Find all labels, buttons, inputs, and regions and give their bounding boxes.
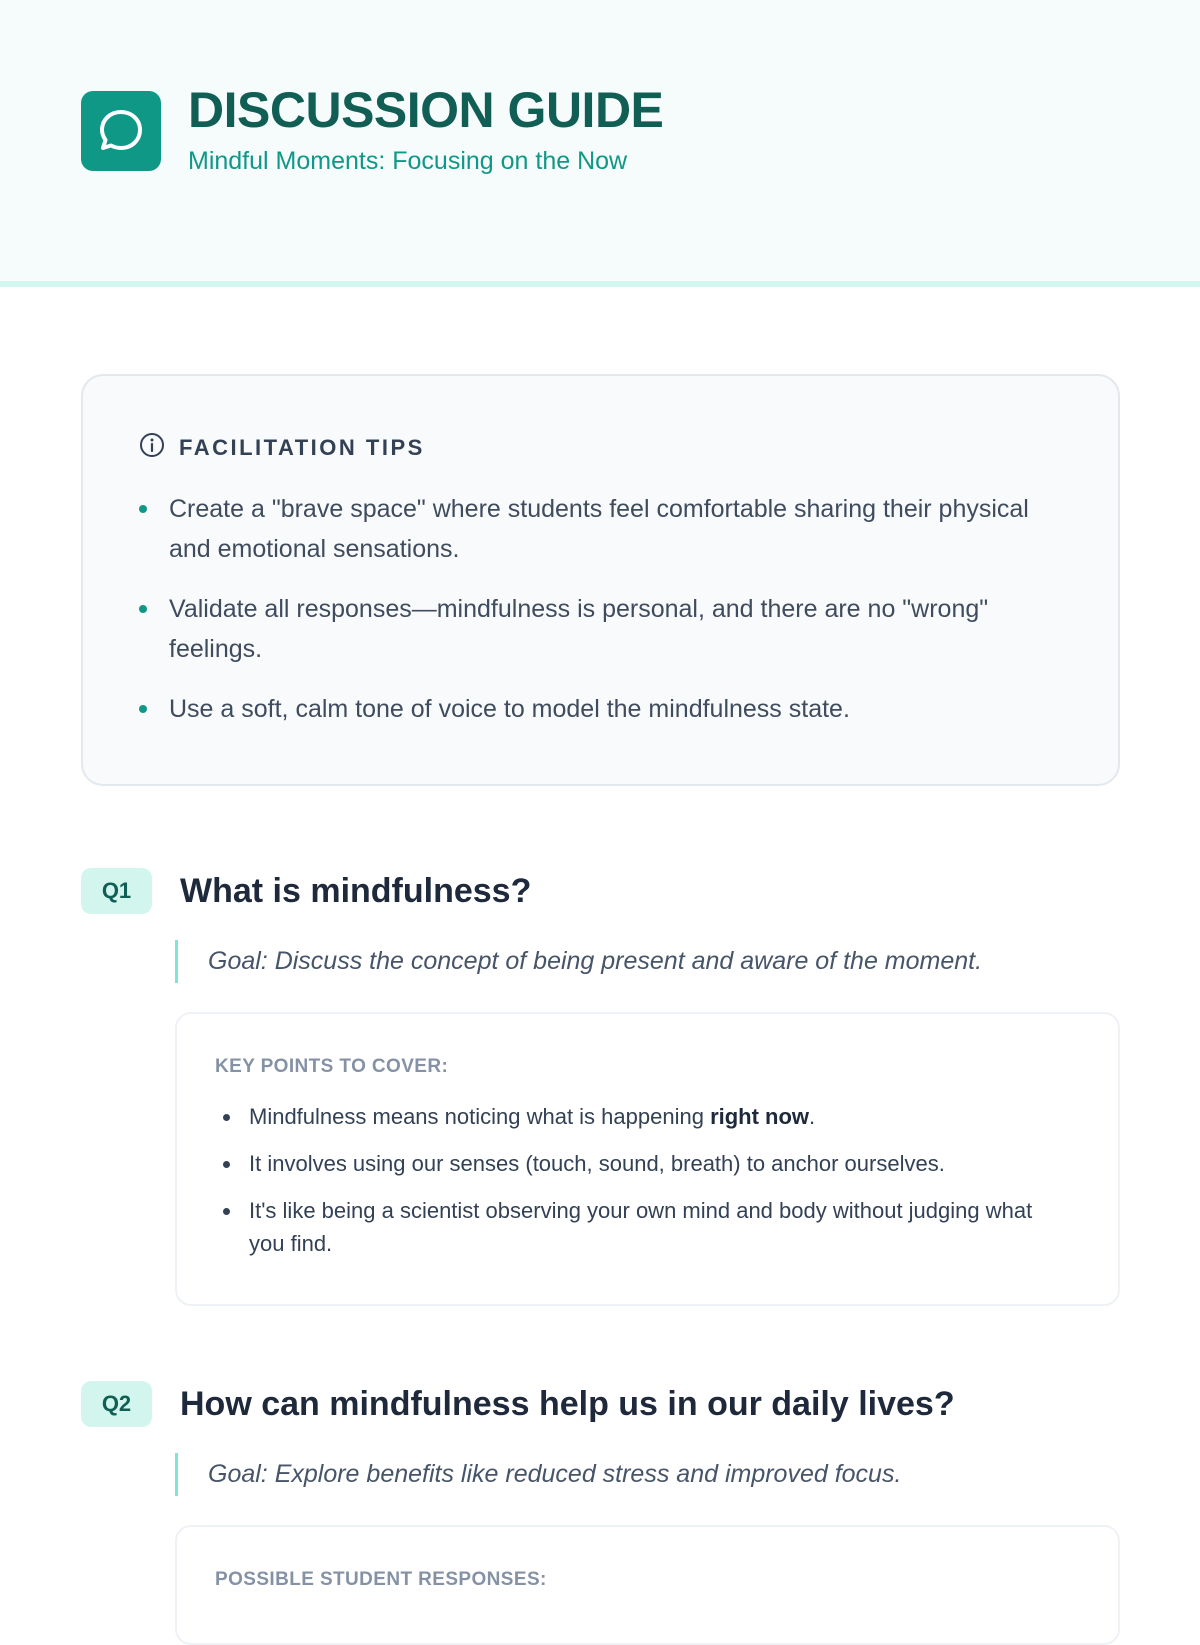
question-badge: Q1 — [81, 868, 152, 914]
page-header — [0, 0, 1200, 287]
list-item — [215, 1194, 1060, 1260]
tips-heading: FACILITATION TIPS — [179, 434, 425, 460]
bullet-dot — [223, 1114, 230, 1121]
point-text: Mindfulness means noticing what is happening — [249, 1104, 711, 1129]
facilitation-tips-card — [81, 374, 1120, 786]
tip-text: Create a "brave space" where students feel comfortable sharing their physical and emotional sensations. — [169, 495, 1029, 563]
bullet-dot — [223, 1208, 230, 1215]
bullet-dot — [139, 505, 147, 513]
list-item — [139, 589, 1069, 669]
question-title: How can mindfulness help us in our daily lives? — [180, 1385, 955, 1423]
question-section-1 — [81, 868, 1120, 1308]
list-item — [139, 489, 1069, 569]
tip-text: Use a soft, calm tone of voice to model the mindfulness state. — [169, 695, 850, 723]
info-icon — [139, 432, 165, 463]
bullet-dot — [139, 605, 147, 613]
question-goal: Goal: Discuss the concept of being present and aware of the moment. — [175, 940, 982, 983]
list-item — [139, 689, 1069, 729]
page-title: DISCUSSION GUIDE — [188, 82, 664, 138]
question-title: What is mindfulness? — [180, 872, 532, 910]
list-item — [215, 1147, 1060, 1180]
tips-header — [139, 432, 425, 463]
question-section-2 — [81, 1381, 1120, 1600]
page-subtitle: Mindful Moments: Focusing on the Now — [188, 147, 628, 175]
question-goal: Goal: Explore benefits like reduced stress and improved focus. — [175, 1453, 901, 1496]
key-points-list — [215, 1100, 1060, 1274]
key-points-card — [175, 1012, 1120, 1306]
point-emphasis: right now — [710, 1104, 810, 1129]
student-responses-label: POSSIBLE STUDENT RESPONSES: — [215, 1569, 547, 1590]
point-text: It's like being a scientist observing your own mind and body without judging what you find. — [249, 1198, 1033, 1256]
question-badge: Q2 — [81, 1381, 152, 1427]
tip-text: Validate all responses—mindfulness is personal, and there are no "wrong" feelings. — [169, 595, 989, 663]
student-responses-card — [175, 1525, 1120, 1645]
bullet-dot — [139, 705, 147, 713]
point-text-end: . — [809, 1104, 816, 1129]
tips-list — [139, 489, 1069, 749]
list-item — [215, 1100, 1060, 1133]
key-points-label: KEY POINTS TO COVER: — [215, 1056, 449, 1077]
bullet-dot — [223, 1161, 230, 1168]
point-text: It involves using our senses (touch, sound, breath) to anchor ourselves. — [249, 1151, 945, 1176]
chat-bubble-icon — [81, 91, 161, 171]
